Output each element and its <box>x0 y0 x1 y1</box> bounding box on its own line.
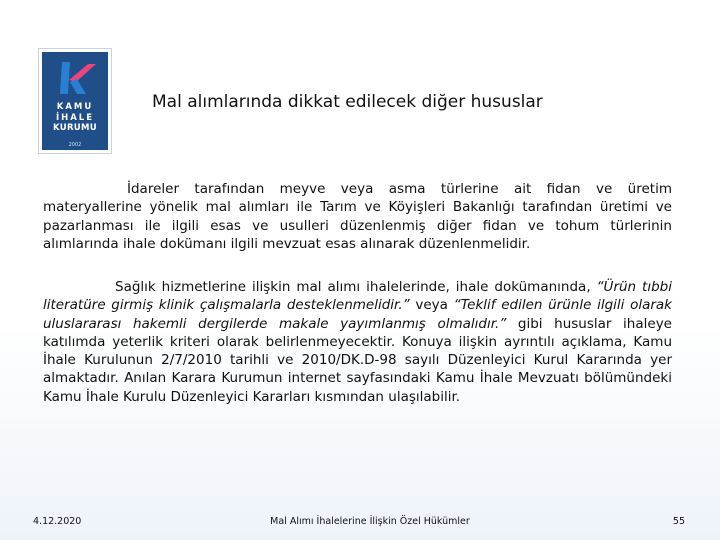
logo-year: 2002 <box>68 142 82 148</box>
logo-line-ihale: İHALE <box>55 112 95 123</box>
paragraph-saglik <box>43 278 672 406</box>
logo-background <box>42 52 108 150</box>
k-mark-icon <box>52 58 100 98</box>
page-number: 55 <box>672 516 685 527</box>
footer-title: Mal Alımı İhalelerine İlişkin Özel Hükümler <box>270 516 470 527</box>
paragraph2-italic-quote2: “Teklif edilen ürünle ilgili olarak uluslararası hakemli dergilerde makale yayımlanmış olmalıdır.” <box>43 297 672 332</box>
logo-line-kurumu: KURUMU <box>53 123 97 133</box>
kamu-ihale-kurumu-logo <box>38 48 112 154</box>
slide-title: Mal alımlarında dikkat edilecek diğer hususlar <box>152 92 543 112</box>
paragraph2-part3: gibi hususlar ihaleye katılımda yeterlik kriteri olarak belirlenmeyecektir. Konuya ilişkin ayrıntılı açıklama, Kamu İhale Kurulunun 2/7/2010 tarihli ve 2010/DK.D-98 sayılı Düzenleyici Kurul Kararında yer almaktadır. Anılan Karara Kurumun internet sayfasındaki Kamu İhale Mevzuatı bölümündeki Kamu İhale Kurulu Düzenleyici Kararları kısmından ulaşılabilir. <box>43 315 672 405</box>
paragraph2-part1: Sağlık hizmetlerine ilişkin mal alımı ihalelerinde, ihale dokümanında, <box>115 279 597 295</box>
paragraph2-italic-quote1: “Ürün tıbbi literatüre girmiş klinik çalışmalarla desteklenmelidir.” <box>43 279 672 314</box>
logo-text <box>42 102 108 134</box>
logo-line-kamu: KAMU <box>56 102 94 112</box>
paragraph2-part2: veya <box>409 297 454 314</box>
paragraph-fidan: İdareler tarafından meyve veya asma türlerine ait fidan ve üretim materyallerine yönelik mal alımları ile Tarım ve Köyişleri Bakanlığı tarafından üretimi ve pazarlanması ile ilgili esas ve usulleri düzenlenmiş diğer fidan ve tohum türlerinin alımlarında ihale dokümanı ilgili mevzuat esas alınarak düzenlenmelidir. <box>43 181 672 252</box>
footer-date: 4.12.2020 <box>33 516 82 527</box>
